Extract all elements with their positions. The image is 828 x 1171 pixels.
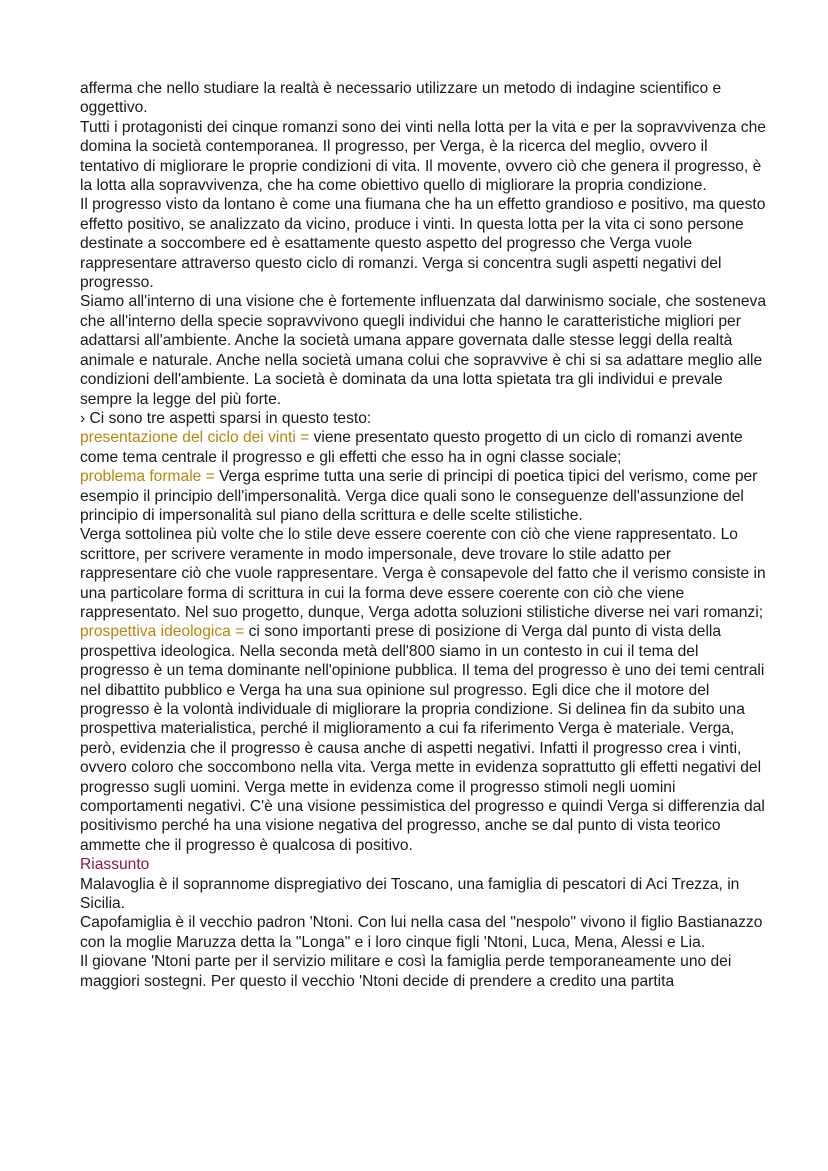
term-ciclo-vinti: presentazione del ciclo dei vinti = <box>80 429 310 447</box>
paragraph-stile: Verga sottolinea più volte che lo stile deve essere coerente con ciò che viene rappresentato. Lo scrittore, per scrivere veramente in modo impersonale, deve trovare lo stile adatto per rappresentare ciò che vuole rappresentare. Verga è consapevole del fatto che il verismo consiste in una particolare forma di scrittura in cui la forma deve essere coerente con ciò che viene rappresentato. Nel suo progetto, dunque, Verga adotta soluzioni stilistiche diverse nei vari romanzi; <box>80 526 766 621</box>
paragraph-problema-formale <box>80 467 770 525</box>
term-prospettiva-ideologica: prospettiva ideologica = <box>80 623 245 641</box>
paragraph-malavoglia: Malavoglia è il soprannome dispregiativo dei Toscano, una famiglia di pescatori di Aci Trezza, in Sicilia. <box>80 875 740 913</box>
definition-ciclo-vinti: viene presentato questo progetto di un ciclo di romanzi avente come tema centrale il progresso e gli effetti che esso ha in ogni classe sociale; <box>80 429 743 466</box>
section-heading-riassunto: Riassunto <box>80 856 150 874</box>
definition-problema-formale: Verga esprime tutta una serie di principi di poetica tipici del verismo, come per esempio il principio dell'impersonalità. Verga dice quali sono le conseguenze dell'assunzione del principio di impersonalità sul piano della scrittura e delle scelte stilistiche. <box>80 468 758 524</box>
definition-prospettiva-ideologica: ci sono importanti prese di posizione di Verga dal punto di vista della prospettiva ideologica. Nella seconda metà dell'800 siamo in un contesto in cui il tema del progresso è un tema dominante nell'opinione pubblica. Il tema del progresso è uno dei temi centrali nel dibattito pubblico e Verga ha una sua opinione sul progresso. Egli dice che il motore del progresso è la volontà individuale di migliorare la propria condizione. Si delinea fin da subito una prospettiva materialistica, perché il miglioramento a cui fa riferimento Verga è materiale. Verga, però, evidenzia che il progresso è causa anche di aspetti negativi. Infatti il progresso crea i vinti, ovvero coloro che soccombono nella vita. Verga mette in evidenza soprattutto gli effetti negativi del progresso sugli uomini. Verga mette in evidenza come il progresso stimoli negli uomini comportamenti negativi. C'è una visione pessimistica del progresso e quindi Verga si differenzia dal positivismo perché ha una visione negativa del progresso, anche se dal punto di vista teorico ammette che il progresso è qualcosa di positivo. <box>80 623 765 854</box>
paragraph-three-aspects: › Ci sono tre aspetti sparsi in questo testo: <box>80 409 372 427</box>
paragraph-giovane-ntoni: Il giovane 'Ntoni parte per il servizio militare e così la famiglia perde temporaneamente uno dei maggiori sostegni. Per questo il vecchio 'Ntoni decide di prendere a credito una partita <box>80 953 732 990</box>
paragraph-scientific-method: afferma che nello studiare la realtà è necessario utilizzare un metodo di indagine scientifico e oggettivo. <box>80 80 722 117</box>
paragraph-prospettiva-ideologica <box>80 622 770 855</box>
paragraph-capofamiglia: Capofamiglia è il vecchio padron 'Ntoni. Con lui nella casa del "nespolo" vivono il figlio Bastianazzo con la moglie Maruzza detta la "Longa" e i loro cinque figli 'Ntoni, Luca, Mena, Alessi e Lia. <box>80 914 763 951</box>
paragraph-fiumana: Il progresso visto da lontano è come una fiumana che ha un effetto grandioso e positivo, ma questo effetto positivo, se analizzato da vicino, produce i vinti. In questa lotta per la vita ci sono persone destinate a soccombere ed è esattamente questo aspetto del progresso che Verga vuole rappresentare attraverso questo ciclo di romanzi. Verga si concentra sugli aspetti negativi del progresso. <box>80 196 766 292</box>
term-problema-formale: problema formale = <box>80 468 215 486</box>
paragraph-vinti: Tutti i protagonisti dei cinque romanzi sono dei vinti nella lotta per la vita e per la sopravvivenza che domina la società contemporanea. Il progresso, per Verga, è la ricerca del meglio, ovvero il tentativo di migliorare le proprie condizioni di vita. Il movente, ovvero ciò che genera il progresso, è la lotta alla sopravvivenza, che ha come obiettivo quello di migliorare la propria condizione. <box>80 118 766 195</box>
paragraph-darwinismo: Siamo all'interno di una visione che è fortemente influenzata dal darwinismo sociale, che sosteneva che all'interno della specie sopravvivono quegli individui che hanno le caratteristiche migliori per adattarsi all'ambiente. Anche la società umana appare governata dalle stesse leggi della realtà animale e naturale. Anche nella società umana colui che sopravvive è chi si sa adattare meglio alle condizioni dell'ambiente. La società è dominata da una lotta spietata tra gli individui e prevale sempre la legge del più forte. <box>80 293 767 408</box>
paragraph-ciclo-vinti <box>80 428 770 467</box>
document-page <box>80 79 770 991</box>
